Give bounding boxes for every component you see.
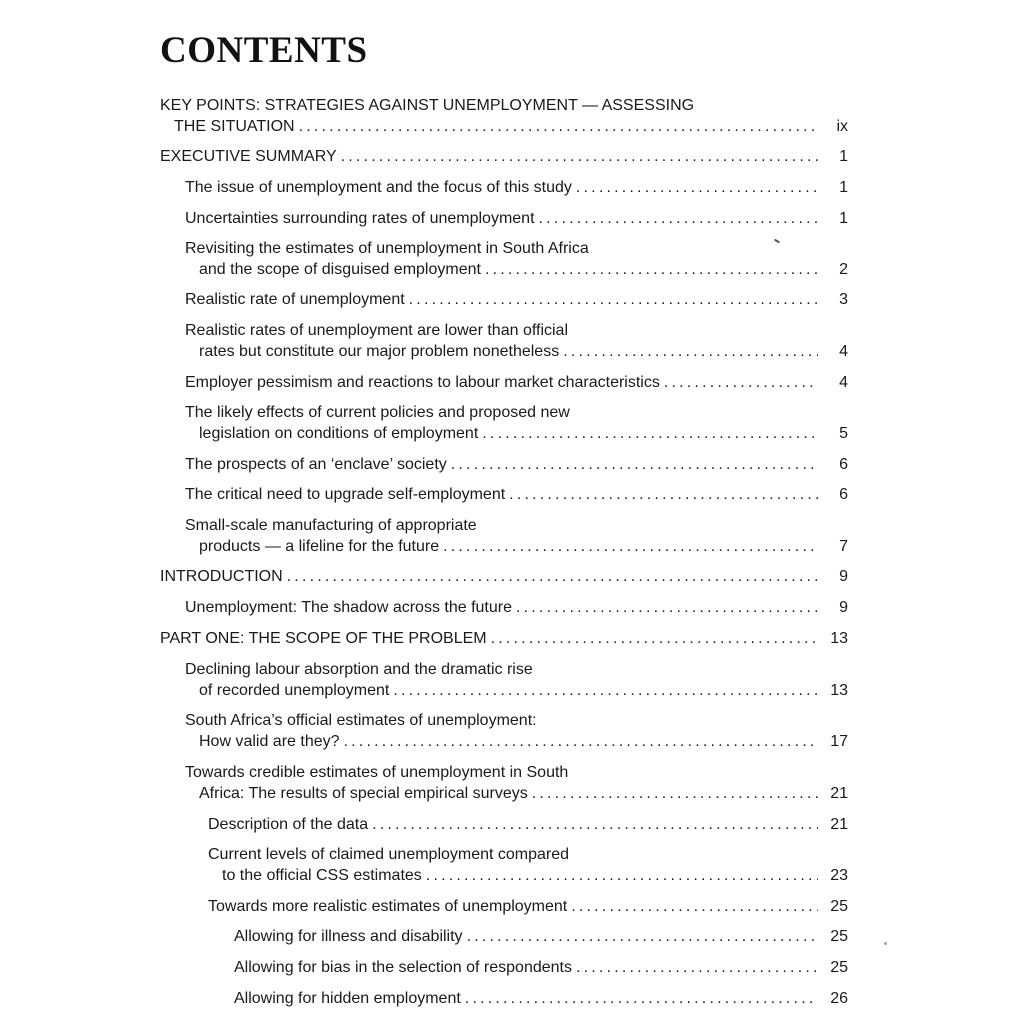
toc-page-number: 1 xyxy=(839,148,848,165)
toc-entry-title-continuation: to the official CSS estimates xyxy=(222,867,422,884)
dot-leader xyxy=(491,628,818,649)
toc-page-number: 1 xyxy=(839,210,848,227)
toc-entry-title: Towards credible estimates of unemployment in South xyxy=(185,764,569,781)
toc-page-number: 25 xyxy=(830,898,848,915)
toc-entry-title: The critical need to upgrade self-employment xyxy=(185,486,506,503)
toc-entry-title: South Africa’s official estimates of unemployment: xyxy=(185,712,537,729)
toc-page-number: 9 xyxy=(839,599,848,616)
dot-leader xyxy=(563,341,818,362)
toc-entry xyxy=(185,238,848,280)
toc-entry xyxy=(185,484,848,505)
toc-entry xyxy=(185,454,848,475)
toc-entry-title: Uncertainties surrounding rates of unemployment xyxy=(185,210,535,227)
dot-leader xyxy=(664,372,818,393)
toc-page-number: 7 xyxy=(839,538,848,555)
dot-leader xyxy=(532,783,818,804)
toc-entry xyxy=(160,95,848,137)
dot-leader xyxy=(485,259,818,280)
toc-page-number: 6 xyxy=(839,456,848,473)
toc-page-number: 25 xyxy=(830,959,848,976)
toc-page-number: 4 xyxy=(839,343,848,360)
toc-entry-title: The issue of unemployment and the focus of this study xyxy=(185,179,572,196)
toc-entry-title: Unemployment: The shadow across the future xyxy=(185,599,512,616)
dot-leader xyxy=(482,423,818,444)
toc-entry-title: Allowing for bias in the selection of respondents xyxy=(234,959,572,976)
toc-page-number: 9 xyxy=(839,568,848,585)
toc-entry-title: Allowing for hidden employment xyxy=(234,990,461,1007)
toc-entry-title: INTRODUCTION xyxy=(160,568,283,585)
toc-page-number: 3 xyxy=(839,291,848,308)
toc-entry-title-continuation: of recorded unemployment xyxy=(199,682,390,699)
toc-entry-title: EXECUTIVE SUMMARY xyxy=(160,148,337,165)
toc-entry xyxy=(185,372,848,393)
toc-entry-title-continuation: rates but constitute our major problem nonetheless xyxy=(199,343,560,360)
toc-entry xyxy=(185,597,848,618)
toc-page-number: 21 xyxy=(830,785,848,802)
dot-leader xyxy=(344,731,818,752)
toc-page-number: 21 xyxy=(830,816,848,833)
toc-entry xyxy=(185,710,848,752)
toc-entry xyxy=(208,844,848,886)
scan-speck xyxy=(884,942,887,945)
toc-entry xyxy=(234,926,848,947)
toc-entry xyxy=(185,289,848,310)
toc-entry-title: Realistic rate of unemployment xyxy=(185,291,405,308)
toc-page-number: 6 xyxy=(839,486,848,503)
toc-page-number: 13 xyxy=(830,682,848,699)
toc-entry xyxy=(185,177,848,198)
toc-entry-title: Declining labour absorption and the dramatic rise xyxy=(185,661,533,678)
dot-leader xyxy=(539,208,818,229)
toc-page-number: 4 xyxy=(839,374,848,391)
dot-leader xyxy=(576,957,818,978)
dot-leader xyxy=(509,484,818,505)
toc-entry-title: Current levels of claimed unemployment compared xyxy=(208,846,570,863)
toc-entry xyxy=(185,762,848,804)
toc-page-number: 26 xyxy=(830,990,848,1007)
toc-entry xyxy=(185,208,848,229)
toc-entry xyxy=(234,957,848,978)
toc-entry xyxy=(208,814,848,835)
toc-entry xyxy=(185,659,848,701)
page-title: CONTENTS xyxy=(160,30,368,71)
toc-entry-title: Allowing for illness and disability xyxy=(234,928,463,945)
dot-leader xyxy=(571,896,818,917)
dot-leader xyxy=(426,865,818,886)
dot-leader xyxy=(393,680,818,701)
toc-entry-title: Description of the data xyxy=(208,816,369,833)
toc-entry xyxy=(160,566,848,587)
toc-entry-title-continuation: products — a lifeline for the future xyxy=(199,538,440,555)
toc-entry-title: Employer pessimism and reactions to labour market characteristics xyxy=(185,374,660,391)
toc-entry xyxy=(208,896,848,917)
dot-leader xyxy=(451,454,818,475)
toc-page-number: 5 xyxy=(839,425,848,442)
toc-entry-title: KEY POINTS: STRATEGIES AGAINST UNEMPLOYMENT — ASSESSING xyxy=(160,97,695,114)
dot-leader xyxy=(341,146,818,167)
dot-leader xyxy=(516,597,818,618)
toc-entry-title: The likely effects of current policies and proposed new xyxy=(185,404,570,421)
dot-leader xyxy=(409,289,818,310)
toc-entry-title-continuation: THE SITUATION xyxy=(174,118,295,135)
toc-entry-title: Realistic rates of unemployment are lower than official xyxy=(185,322,568,339)
dot-leader xyxy=(299,116,818,137)
toc-entry-title: The prospects of an ‘enclave’ society xyxy=(185,456,447,473)
toc-entry xyxy=(185,320,848,362)
toc-entry xyxy=(160,146,848,167)
toc-entry-title: Revisiting the estimates of unemployment in South Africa xyxy=(185,240,589,257)
toc-entry-title: Small-scale manufacturing of appropriate xyxy=(185,517,477,534)
dot-leader xyxy=(467,926,818,947)
toc-entry-title-continuation: and the scope of disguised employment xyxy=(199,261,481,278)
toc-page-number: 13 xyxy=(830,630,848,647)
toc-page-number: 1 xyxy=(839,179,848,196)
toc-entry xyxy=(185,515,848,557)
dot-leader xyxy=(443,536,818,557)
toc-page-number: 17 xyxy=(830,733,848,750)
dot-leader xyxy=(576,177,818,198)
toc-entry-title-continuation: legislation on conditions of employment xyxy=(199,425,479,442)
toc-entry-title-continuation: Africa: The results of special empirical surveys xyxy=(199,785,528,802)
toc-page-number: 25 xyxy=(830,928,848,945)
dot-leader xyxy=(372,814,818,835)
toc-page-number: 23 xyxy=(830,867,848,884)
dot-leader xyxy=(287,566,818,587)
dot-leader xyxy=(465,988,818,1009)
toc-page-number: ix xyxy=(836,118,848,135)
toc-page-number: 2 xyxy=(839,261,848,278)
toc-entry xyxy=(185,402,848,444)
toc-entry-title: PART ONE: THE SCOPE OF THE PROBLEM xyxy=(160,630,487,647)
toc-entry xyxy=(160,628,848,649)
toc-entry-title-continuation: How valid are they? xyxy=(199,733,340,750)
toc-entry xyxy=(234,988,848,1009)
toc-entry-title: Towards more realistic estimates of unemployment xyxy=(208,898,568,915)
